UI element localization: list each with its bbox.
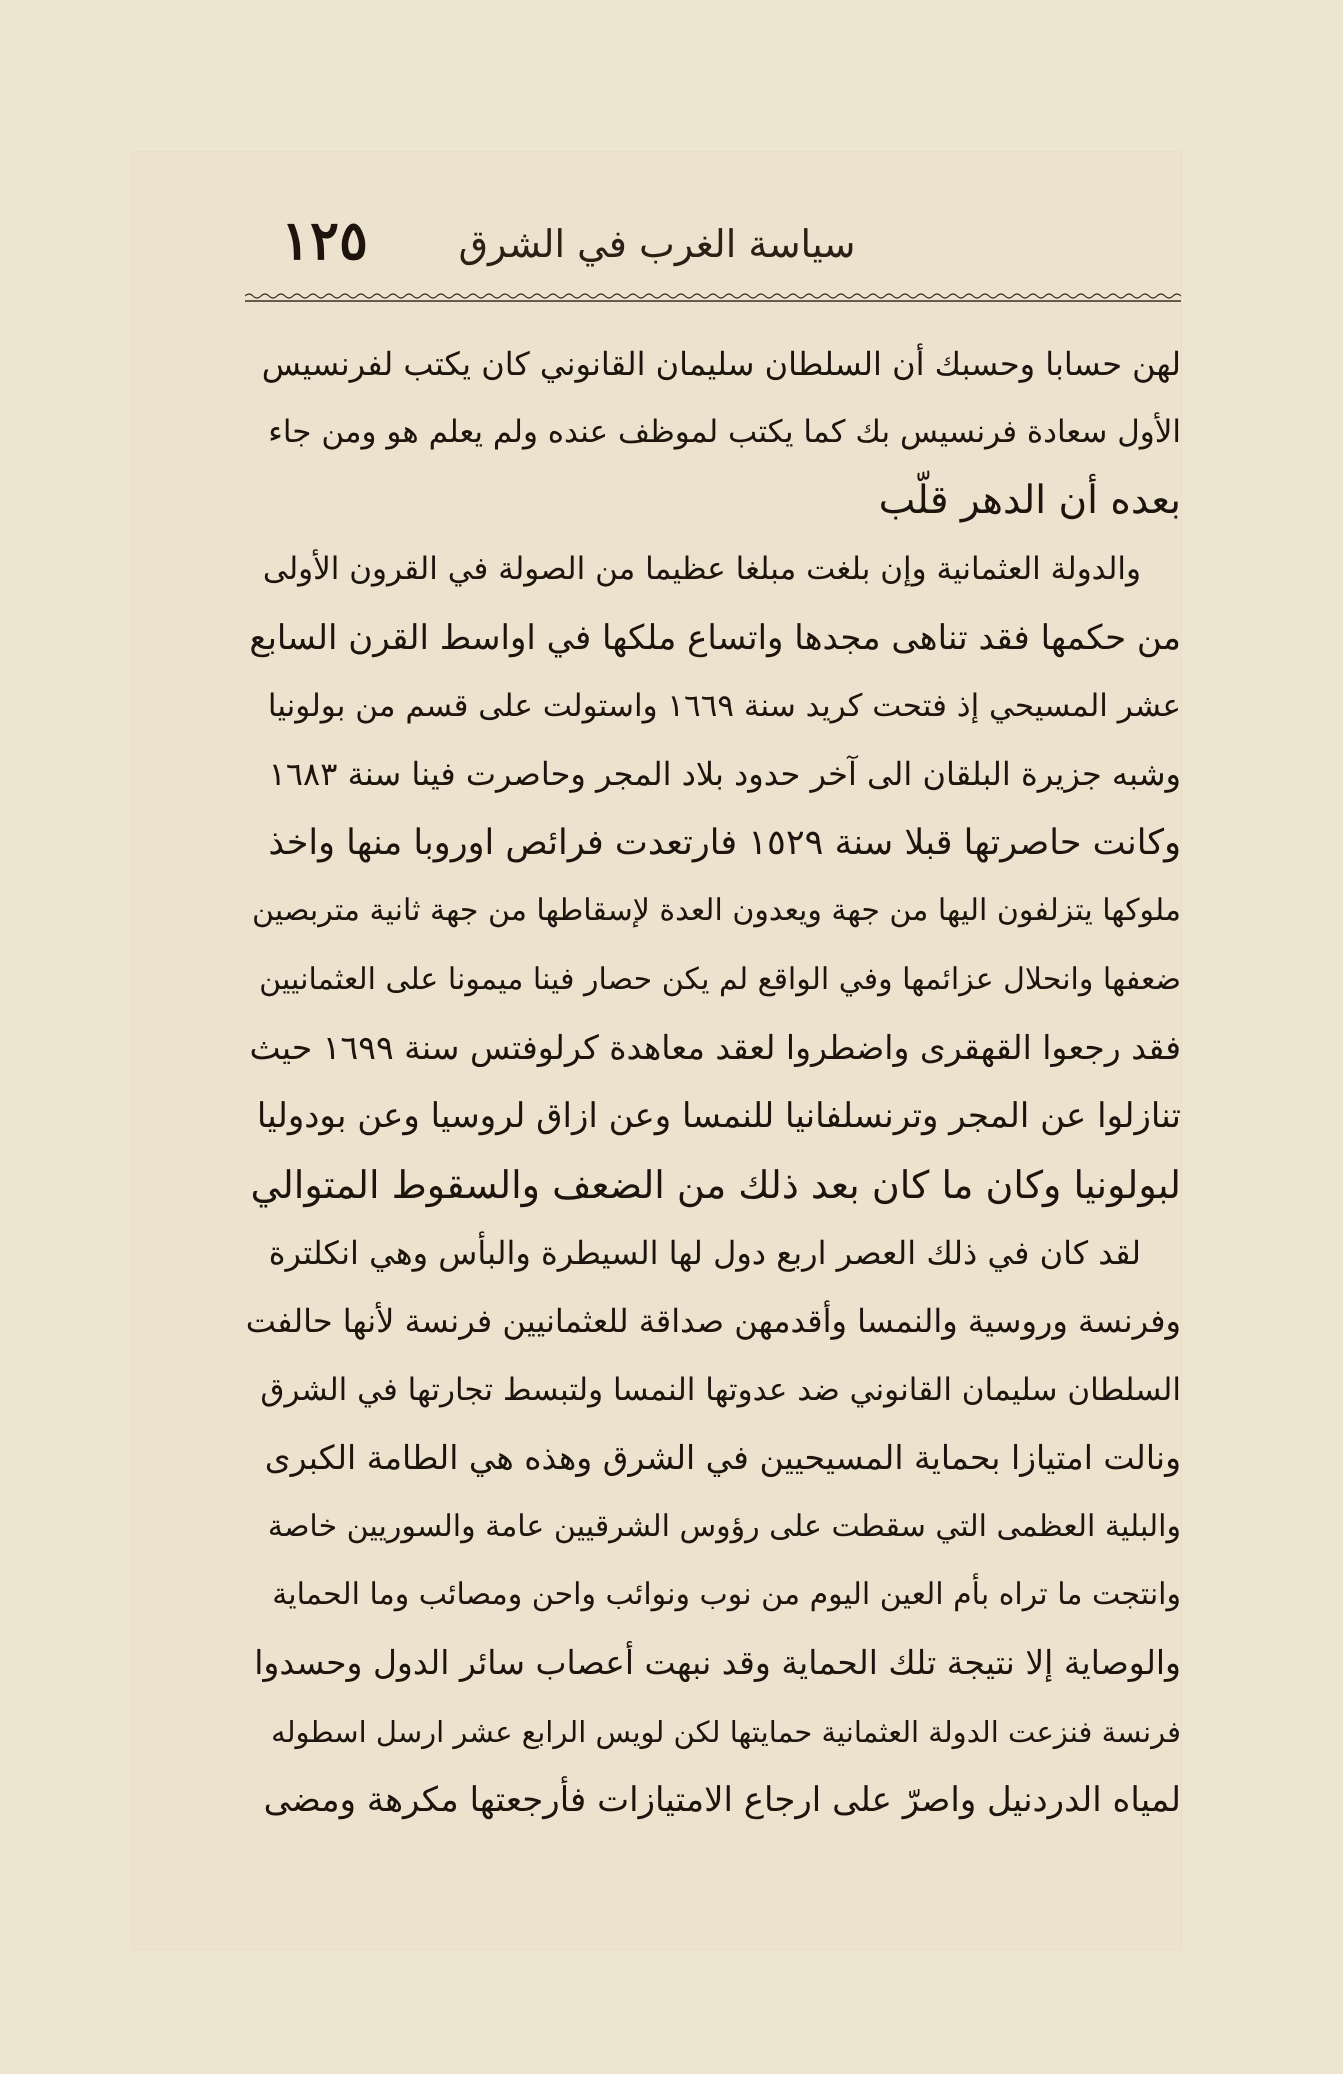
running-title: سياسة الغرب في الشرق [458,222,856,266]
text-line: بعده أن الدهر قلّب [878,477,1181,523]
text-line: تنازلوا عن المجر وترنسلفانيا للنمسا وعن ازاق لروسيا وعن بودوليا [256,1096,1181,1137]
text-line: لهن حسابا وحسبك أن السلطان سليمان القانوني كان يكتب لفرنسيس [261,345,1181,383]
text-line: لقد كان في ذلك العصر اربع دول لها السيطرة والبأس وهي انكلترة [268,1234,1141,1273]
text-line: لمياه الدردنيل واصرّ على ارجاع الامتيازات فأرجعتها مكرهة ومضى [263,1780,1181,1821]
text-line: وشبه جزيرة البلقان الى آخر حدود بلاد المجر وحاصرت فينا سنة ١٦٨٣ [268,755,1181,794]
text-line: والوصاية إلا نتيجة تلك الحماية وقد نبهت أعصاب سائر الدول وحسدوا [254,1643,1181,1683]
page-header [133,152,1181,300]
text-line: السلطان سليمان القانوني ضد عدوتها النمسا ولتبسط تجارتها في الشرق [260,1371,1181,1408]
text-line: وانتجت ما تراه بأم العين اليوم من نوب ونوائب واحن ومصائب وما الحماية [272,1577,1181,1613]
book-page [133,152,1181,1949]
text-line: فرنسة فنزعت الدولة العثمانية حمايتها لكن لويس الرابع عشر ارسل اسطوله [271,1714,1181,1749]
text-line: فقد رجعوا القهقرى واضطروا لعقد معاهدة كرلوفتس سنة ١٦٩٩ حيث [249,1027,1181,1067]
text-line: ملوكها يتزلفون اليها من جهة ويعدون العدة لإسقاطها من جهة ثانية متربصين [252,893,1181,929]
text-line: لبولونيا وكان ما كان بعد ذلك من الضعف والسقوط المتوالي [250,1162,1181,1207]
text-line: والبلية العظمى التي سقطت على رؤوس الشرقيين عامة والسوريين خاصة [267,1508,1181,1544]
header-wavy-rule [245,292,1181,304]
text-line: عشر المسيحي إذ فتحت كريد سنة ١٦٦٩ واستولت على قسم من بولونيا [267,687,1181,724]
text-line: الأول سعادة فرنسيس بك كما يكتب لموظف عنده ولم يعلم هو ومن جاء [268,414,1181,451]
text-line: وفرنسة وروسية والنمسا وأقدمهن صداقة للعثمانيين فرنسة لأنها حالفت [245,1302,1181,1341]
text-line: ضعفها وانحلال عزائمها وفي الواقع لم يكن حصار فينا ميمونا على العثمانيين [259,961,1181,997]
page-number: ١٢٥ [281,208,369,272]
body-text [245,330,1181,1835]
text-line: من حكمها فقد تناهى مجدها واتساع ملكها في اواسط القرن السابع [249,617,1181,658]
text-line: والدولة العثمانية وإن بلغت مبلغا عظيما من الصولة في القرون الأولى [262,551,1141,588]
text-line: ونالت امتيازا بحماية المسيحيين في الشرق وهذه هي الطامة الكبرى [264,1438,1181,1478]
text-line: وكانت حاصرتها قبلا سنة ١٥٢٩ فارتعدت فرائص اوروبا منها واخذ [268,822,1181,863]
